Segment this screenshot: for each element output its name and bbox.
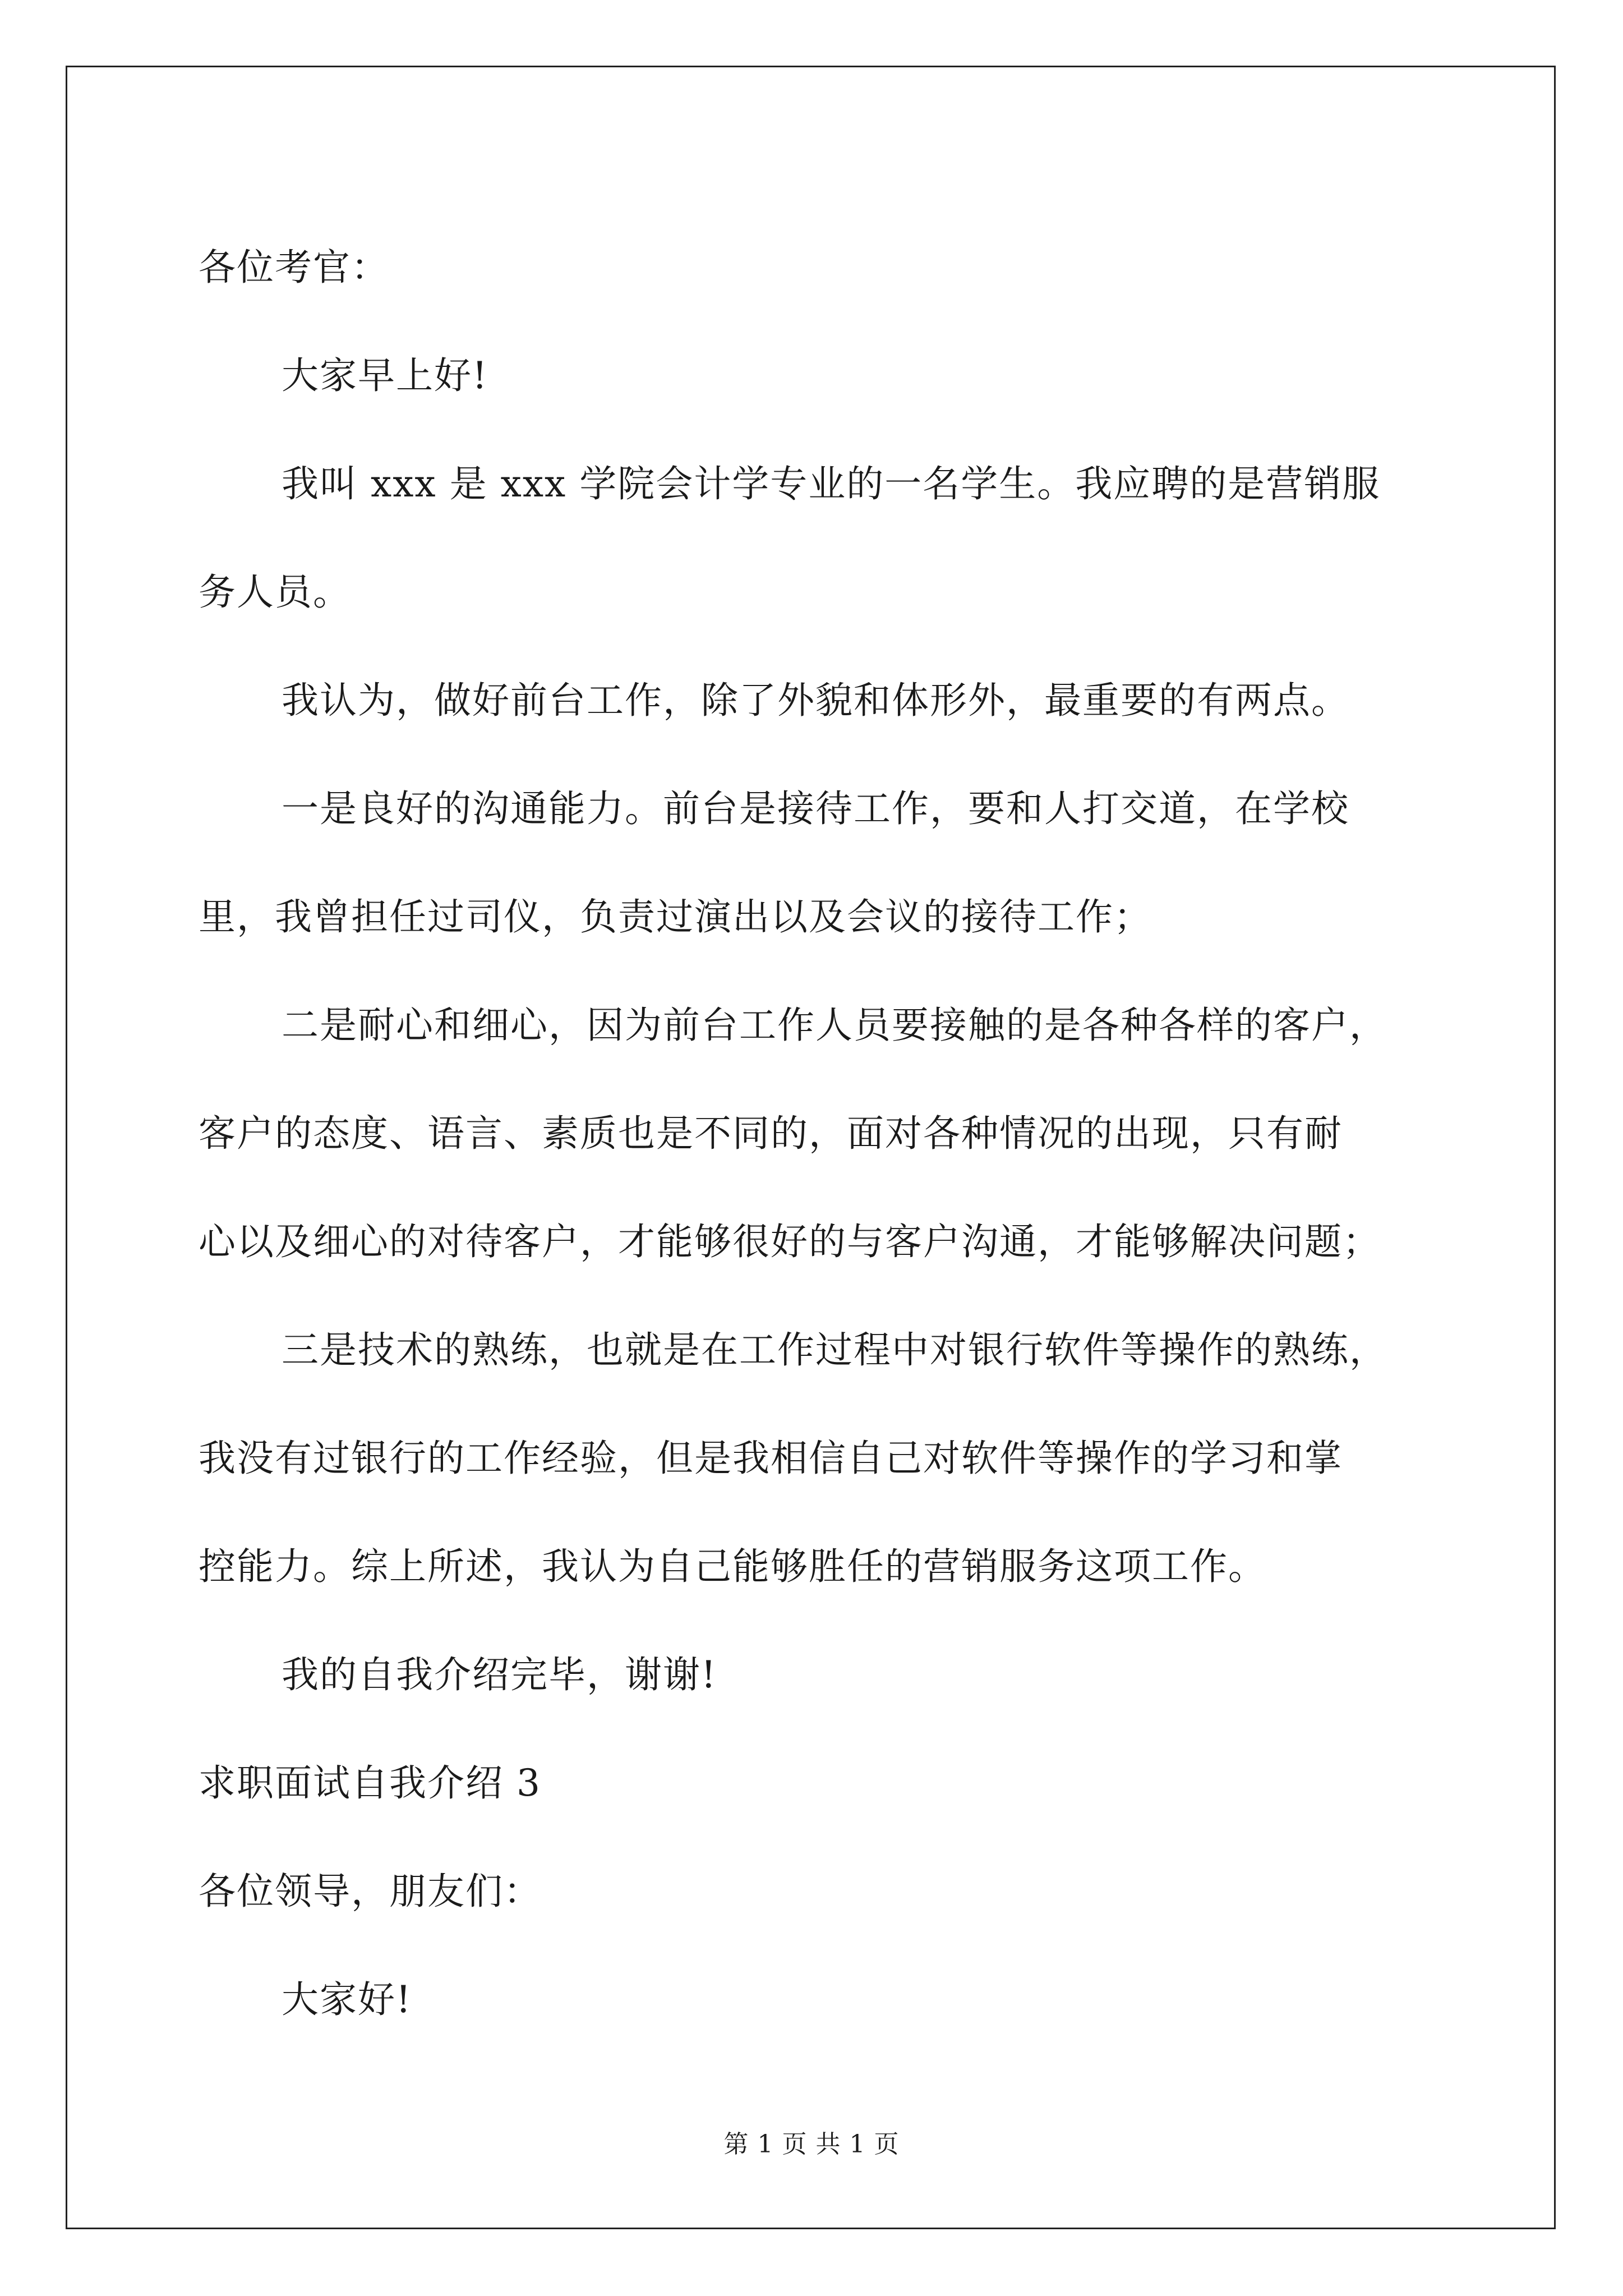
paragraph-line: 三是技术的熟练，也就是在工作过程中对银行软件等操作的熟练， [282,1328,1387,1372]
paragraph-line: 二是耐心和细心，因为前台工作人员要接触的是各种各样的客户， [282,1004,1387,1047]
paragraph-line: 我没有过银行的工作经验，但是我相信自己对软件等操作的学习和掌 [199,1437,1343,1480]
salutation: 各位考官： [199,246,389,289]
document-body [199,213,1466,2054]
greeting: 大家早上好! [282,354,488,397]
paragraph-line: 务人员。 [199,570,351,614]
closing-line: 我的自我介绍完毕，谢谢! [282,1653,717,1696]
salutation: 各位领导，朋友们： [199,1870,542,1913]
paragraph-line: 一是良好的沟通能力。前台是接待工作，要和人打交道，在学校 [282,787,1349,830]
paragraph-line: 心以及细心的对待客户，才能够很好的与客户沟通，才能够解决问题； [199,1220,1381,1263]
section-heading: 求职面试自我介绍 3 [199,1761,541,1805]
paragraph-line: 我认为，做好前台工作，除了外貌和体形外，最重要的有两点。 [282,679,1349,722]
page-footer: 第 1 页 共 1 页 [723,2130,900,2159]
paragraph-line: 我叫 xxx 是 xxx 学院会计学专业的一名学生。我应聘的是营销服 [282,462,1381,505]
paragraph-line: 控能力。综上所述，我认为自己能够胜任的营销服务这项工作。 [199,1545,1266,1588]
paragraph-line: 客户的态度、语言、素质也是不同的，面对各种情况的出现，只有耐 [199,1112,1343,1155]
paragraph-line: 里，我曾担任过司仪，负责过演出以及会议的接待工作； [199,895,1152,938]
greeting: 大家好! [282,1978,412,2021]
